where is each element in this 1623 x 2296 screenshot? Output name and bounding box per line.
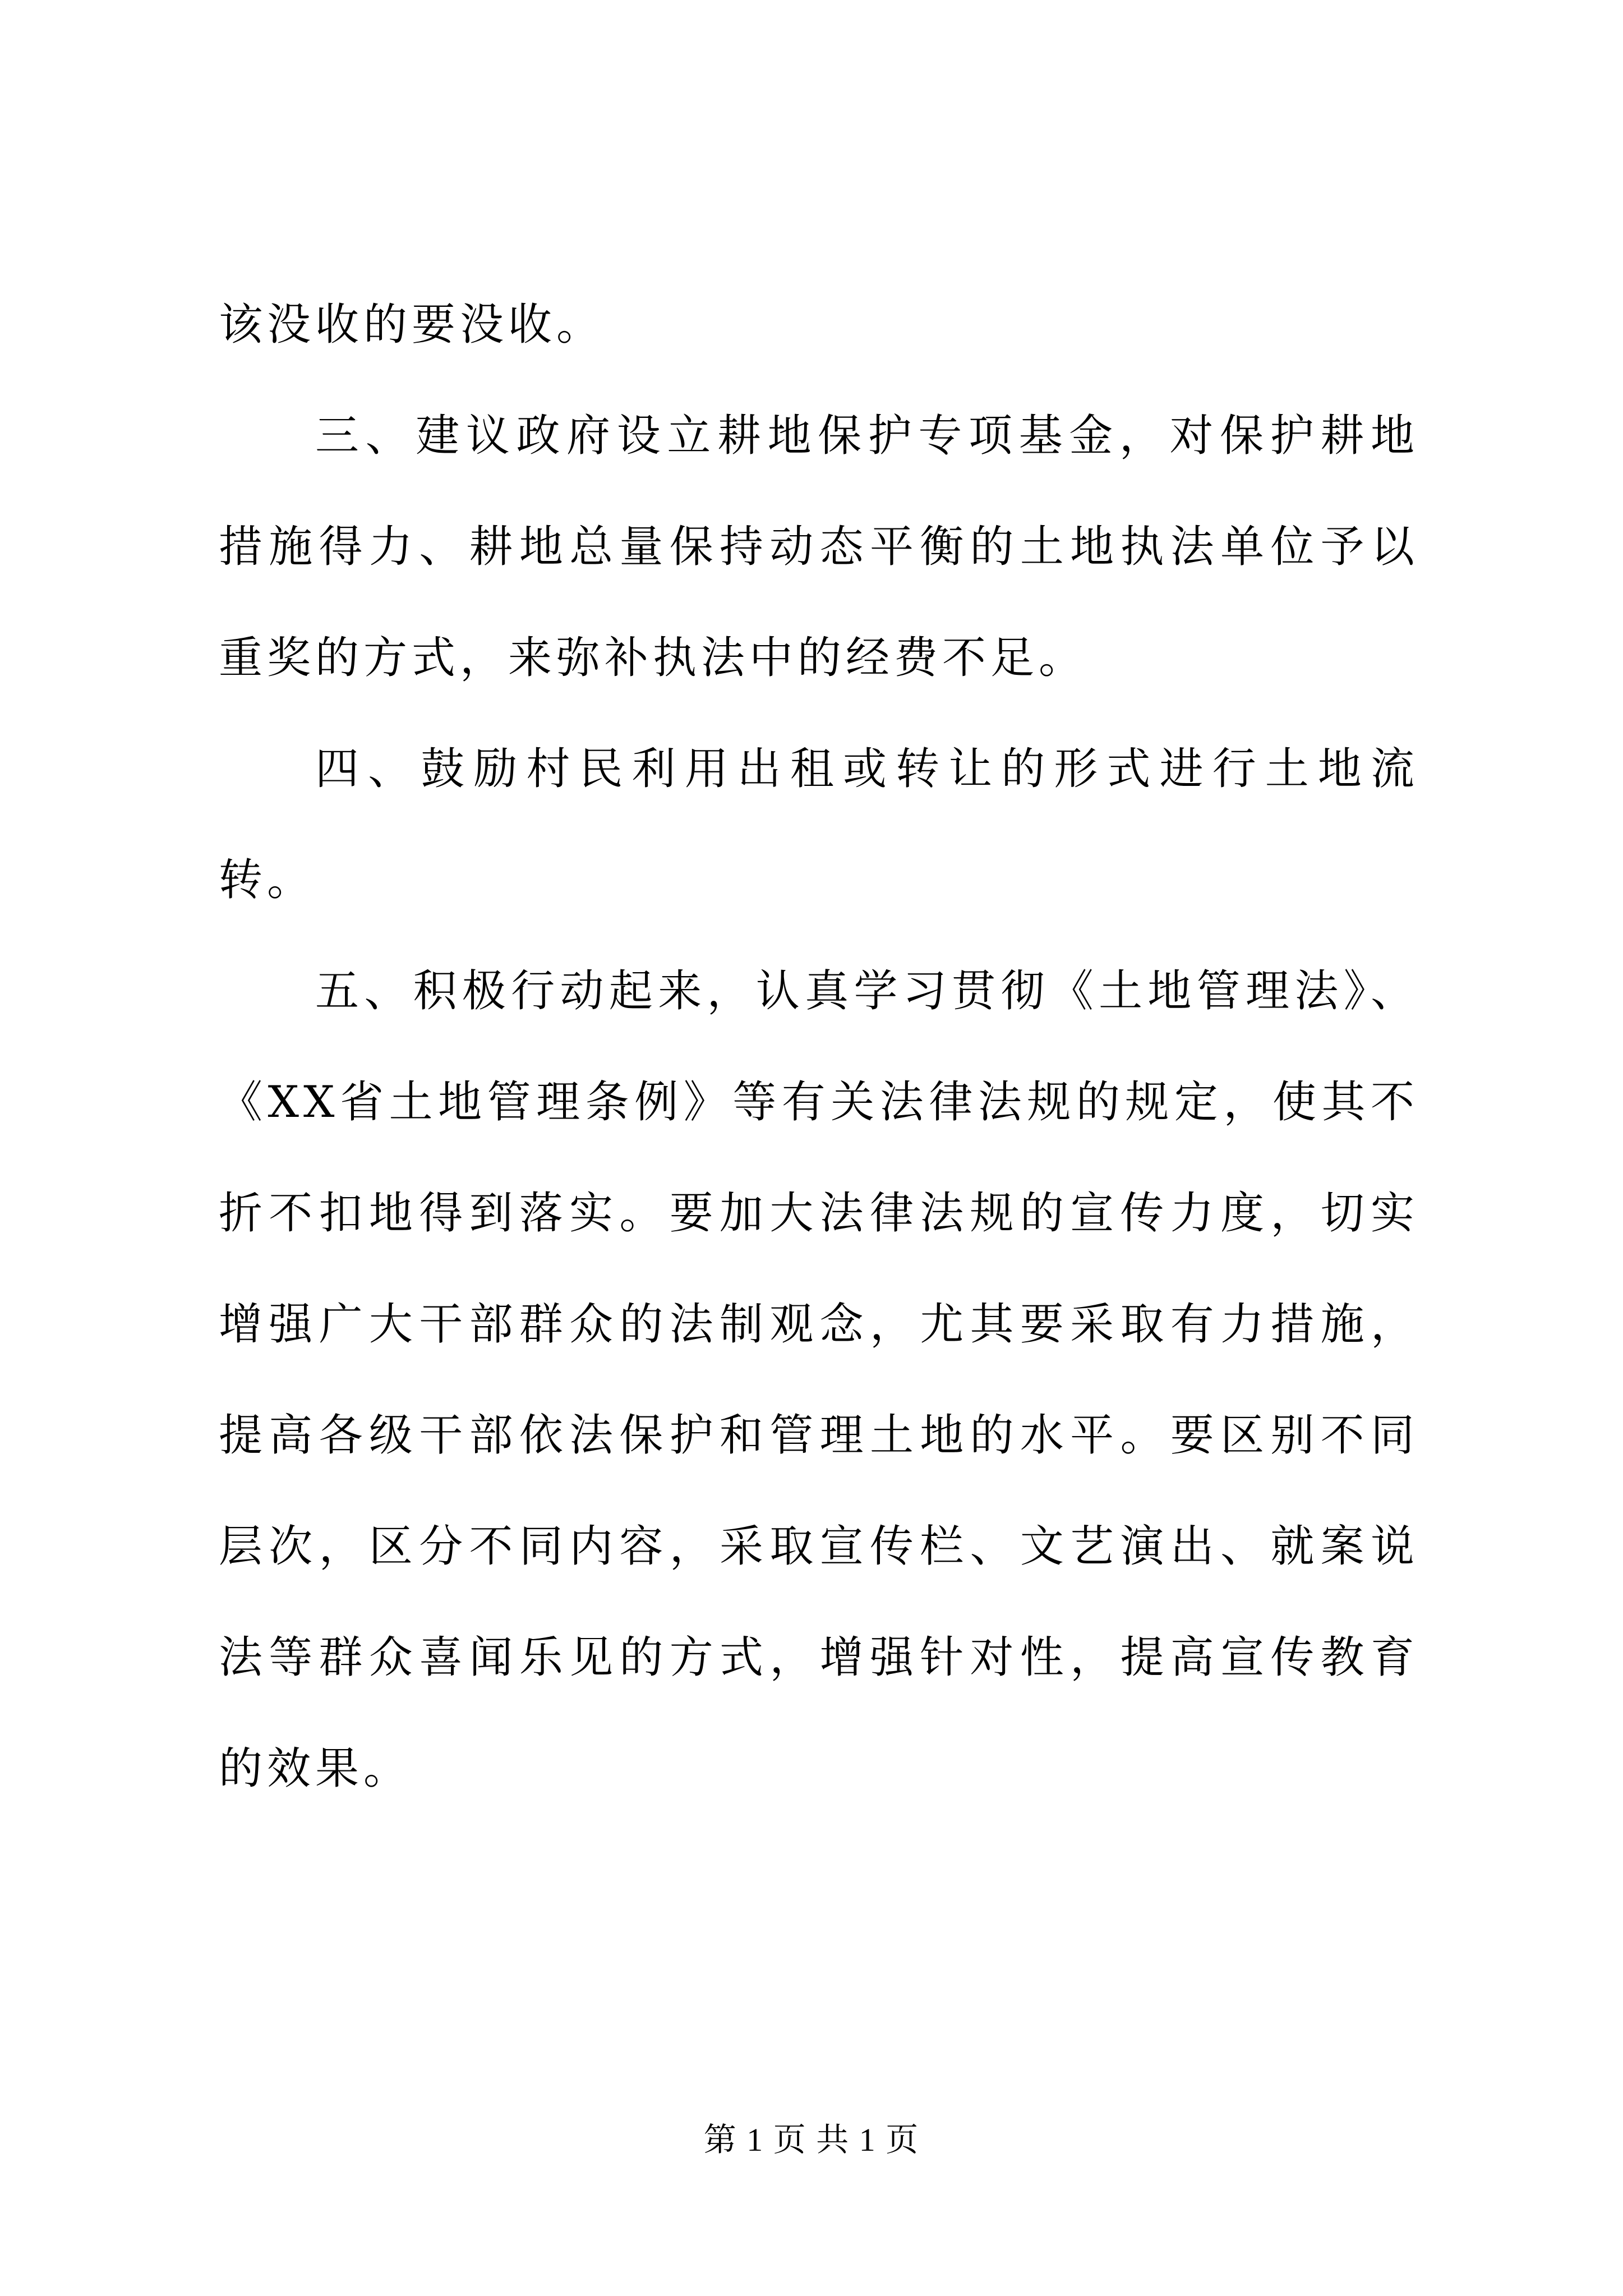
paragraph-item-5: 五、积极行动起来，认真学习贯彻《土地管理法》、《XX省土地管理条例》等有关法律法规的规定，使其不折不扣地得到落实。要加大法律法规的宣传力度，切实增强广大干部群众的法制观念，尤其要采取有力措施，提高各级干部依法保护和管理土地的水平。要区别不同层次，区分不同内容，采取宣传栏、文艺演出、就案说法等群众喜闻乐见的方式，增强针对性，提高宣传教育的效果。 (219, 966, 1419, 1794)
paragraph-item-3: 三、建议政府设立耕地保护专项基金，对保护耕地措施得力、耕地总量保持动态平衡的土地执法单位予以重奖的方式，来弥补执法中的经费不足。 (219, 411, 1419, 683)
page-number-label: 第 1 页 共 1 页 (703, 2122, 920, 2158)
paragraph-continuation: 该没收的要没收。 (219, 300, 605, 350)
document-body (219, 269, 1419, 1824)
page-footer (0, 2118, 1623, 2162)
paragraph-item-4: 四、鼓励村民利用出租或转让的形式进行土地流转。 (219, 744, 1419, 905)
